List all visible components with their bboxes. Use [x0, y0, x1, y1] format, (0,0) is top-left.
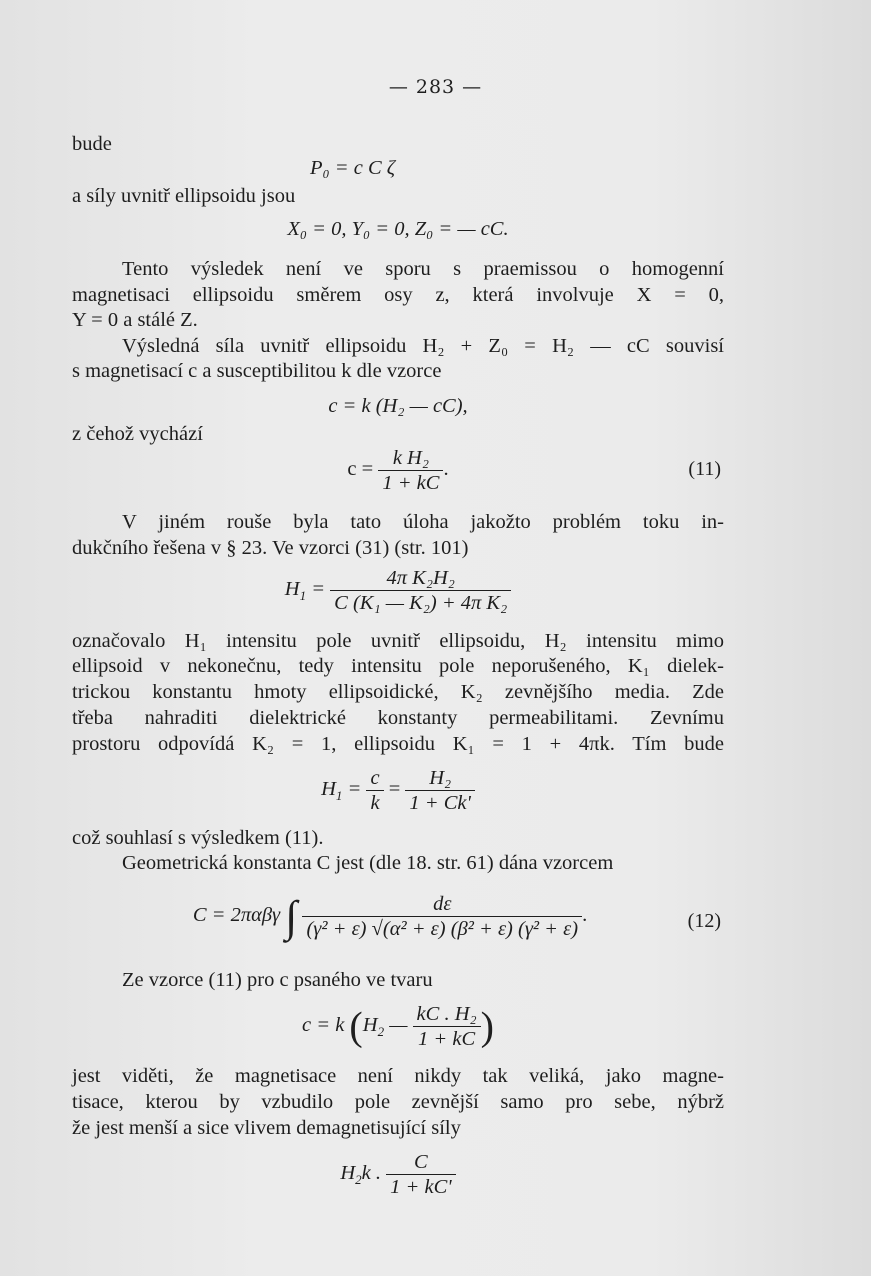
- paragraph-line: Geometrická konstanta C jest (dle 18. str. 61) dána vzorcem: [122, 852, 614, 874]
- denominator: 1 + kC: [378, 470, 443, 495]
- equation-h1-result: $H_1$ = $\frac{c}{k}$ = $\frac{\text{H₂}}{1 + Ck'}$: [72, 766, 724, 815]
- equation-forces: X₀ = 0, Y₀ = 0, Z₀ = — cC.: [287, 218, 509, 240]
- paragraph-line: magnetisaci ellipsoidu směrem osy z, která involvuje X = 0,: [72, 284, 724, 306]
- denominator: 1 + kC: [413, 1026, 481, 1051]
- paragraph-line: Výsledná síla uvnitř ellipsoidu H₂ + Z₀ = H₂ — cC souvisí: [122, 335, 724, 357]
- numerator: dε: [433, 893, 452, 915]
- fraction: [413, 1002, 481, 1051]
- equation-number: (12): [687, 910, 721, 932]
- equation-h1: $H_1$ = $\frac{\text{4π K₂H₂}}{\text{C (K₁ — K₂) + 4π K₂}}$: [72, 566, 724, 615]
- equation-p0: P₀ = c C ζ: [310, 157, 396, 179]
- paragraph-line: jest viděti, že magnetisace není nikdy tak veliká, jako magne-: [72, 1065, 724, 1087]
- paragraph-line: s magnetisací c a susceptibilitou k dle vzorce: [72, 360, 442, 382]
- numerator: H₂: [429, 767, 452, 789]
- numerator: kC . H₂: [416, 1003, 477, 1025]
- equation-lhs: C = 2παβγ: [192, 904, 281, 927]
- numerator: k H₂: [392, 447, 429, 469]
- fraction: [405, 766, 475, 815]
- denominator: k: [366, 790, 383, 815]
- denominator: 1 + Ck': [405, 790, 475, 815]
- paragraph-line: Ze vzorce (11) pro c psaného ve tvaru: [122, 969, 433, 991]
- paragraph-line: Tento výsledek není ve sporu s praemissou o homogenní: [122, 258, 724, 280]
- page-number: — 283 —: [388, 76, 483, 98]
- paragraph-line: V jiném rouše byla tato úloha jakožto problém toku in-: [122, 511, 724, 533]
- equation-12: C = 2παβγ ∫ $\frac{d\varepsilon}{\text{(γ² + ε) √(α² + ε) (β² + ε) (γ² + ε)}}$ .: [192, 891, 588, 941]
- numerator: c: [370, 767, 380, 789]
- denominator: C (K₁ — K₂) + 4π K₂: [330, 590, 511, 615]
- paragraph-line: prostoru odpovídá K₂ = 1, ellipsoidu K₁ = 1 + 4πk. Tím bude: [72, 733, 724, 755]
- denominator: 1 + kC': [386, 1174, 456, 1199]
- text-line: bude: [72, 133, 112, 155]
- denominator: (γ² + ε) √(α² + ε) (β² + ε) (γ² + ε): [302, 916, 582, 941]
- fraction: [386, 1150, 456, 1199]
- paragraph-line: dukčního řešena v § 23. Ve vzorci (31) (str. 101): [72, 537, 469, 559]
- equation-11: c = $\frac{\text{k H₂}}{1 + kC}$ .: [347, 447, 449, 494]
- equation-c-expanded: c = k ($H_2$ — $\frac{\text{kC . H₂}}{1 + kC}$ ): [302, 1003, 494, 1050]
- text-line: a síly uvnitř ellipsoidu jsou: [72, 185, 296, 207]
- paragraph-line: což souhlasí s výsledkem (11).: [72, 827, 324, 849]
- paragraph-line: třeba nahraditi dielektrické konstanty permeabilitami. Zevnímu: [72, 707, 724, 729]
- equation-c: c = k (H₂ — cC),: [328, 395, 468, 417]
- fraction: [378, 446, 443, 495]
- paragraph-line: tisace, kterou by vzbudilo pole zevnější samo pro sebe, nýbrž: [72, 1091, 724, 1113]
- paragraph-line: označovalo H₁ intensitu pole uvnitř ellipsoidu, H₂ intensitu mimo: [72, 630, 724, 652]
- equation-number: (11): [688, 458, 721, 480]
- equation-force: $H_2k$ . $\frac{C}{1 + kC'}$: [72, 1150, 724, 1199]
- numerator: 4π K₂H₂: [386, 567, 455, 589]
- paragraph-line: že jest menší a sice vlivem demagnetisující síly: [72, 1117, 461, 1139]
- numerator: C: [414, 1151, 428, 1173]
- fraction: [366, 766, 383, 815]
- paragraph-line: Y = 0 a stálé Z.: [72, 309, 198, 331]
- integral-sign: ∫: [285, 891, 298, 941]
- fraction: [302, 892, 582, 941]
- fraction: [330, 566, 511, 615]
- paragraph-line: trickou konstantu hmoty ellipsoidické, K₂ zevnějšího media. Zde: [72, 681, 724, 703]
- text-line: z čehož vychází: [72, 423, 203, 445]
- paragraph-line: ellipsoid v nekonečnu, tedy intensitu pole neporušeného, K₁ dielek-: [72, 655, 724, 677]
